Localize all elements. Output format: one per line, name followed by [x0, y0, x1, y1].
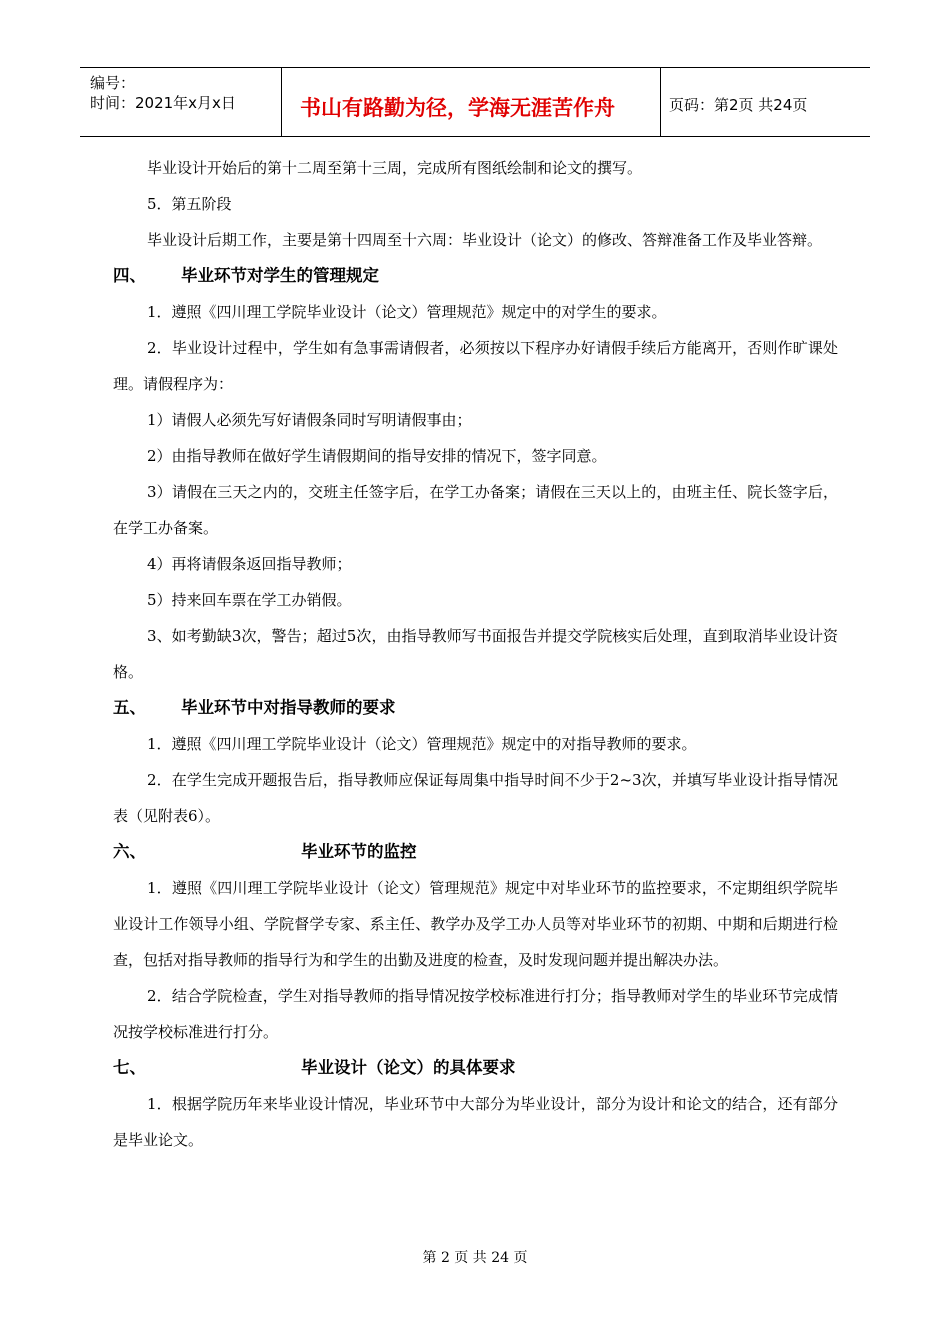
paragraph: 5）持来回车票在学工办销假。 [147, 591, 352, 609]
doc-code-label: 编号： [90, 74, 136, 92]
section-title: 毕业环节对学生的管理规定 [181, 266, 379, 285]
paragraph: 1．遵照《四川理工学院毕业设计（论文）管理规范》规定中的对指导教师的要求。 [147, 735, 697, 753]
page-footer: 第 2 页 共 24 页 [422, 1250, 528, 1266]
section-heading-7 [113, 1050, 838, 1086]
paragraph: 2）由指导教师在做好学生请假期间的指导安排的情况下，签字同意。 [147, 447, 607, 465]
paragraph: 毕业设计开始后的第十二周至第十三周，完成所有图纸绘制和论文的撰写。 [147, 159, 643, 177]
section-number: 四、 [113, 266, 146, 285]
header-motto: 书山有路勤为径，学海无涯苦作舟 [300, 96, 615, 120]
section-number: 五、 [113, 698, 146, 717]
paragraph: 2．毕业设计过程中，学生如有急事需请假者，必须按以下程序办好请假手续后方能离开，否则作旷课处理。请假程序为： [113, 339, 838, 393]
paragraph: 1）请假人必须先写好请假条同时写明请假事由； [147, 411, 472, 429]
section-title: 毕业设计（论文）的具体要求 [301, 1058, 516, 1077]
header-page-cell [661, 68, 870, 136]
document-body [113, 150, 838, 1158]
header-meta-cell [80, 68, 282, 136]
page-header [80, 67, 870, 137]
paragraph: 2．结合学院检查，学生对指导教师的指导情况按学校标准进行打分；指导教师对学生的毕业环节完成情况按学校标准进行打分。 [113, 987, 838, 1041]
section-heading-4 [113, 258, 838, 294]
header-page-info: 页码：第2页 共24页 [669, 96, 808, 114]
section-heading-6 [113, 834, 838, 870]
header-motto-cell [282, 68, 661, 136]
doc-date: 时间：2021年x月x日 [90, 94, 236, 112]
section-number: 六、 [113, 842, 146, 861]
paragraph: 1．遵照《四川理工学院毕业设计（论文）管理规范》规定中对毕业环节的监控要求，不定期组织学院毕业设计工作领导小组、学院督学专家、系主任、教学办及学工办人员等对毕业环节的初期、中期和后期进行检查，包括对指导教师的指导行为和学生的出勤及进度的检查，及时发现问题并提出解决办法。 [113, 879, 838, 969]
section-heading-5 [113, 690, 838, 726]
section-number: 七、 [113, 1058, 146, 1077]
paragraph: 5．第五阶段 [147, 195, 232, 213]
section-title: 毕业环节的监控 [301, 842, 417, 861]
paragraph: 1．遵照《四川理工学院毕业设计（论文）管理规范》规定中的对学生的要求。 [147, 303, 667, 321]
section-title: 毕业环节中对指导教师的要求 [181, 698, 396, 717]
paragraph: 毕业设计后期工作，主要是第十四周至十六周：毕业设计（论文）的修改、答辩准备工作及毕业答辩。 [147, 231, 823, 249]
paragraph: 1．根据学院历年来毕业设计情况，毕业环节中大部分为毕业设计，部分为设计和论文的结合，还有部分是毕业论文。 [113, 1095, 838, 1149]
paragraph: 3、如考勤缺3次，警告；超过5次，由指导教师写书面报告并提交学院核实后处理，直到取消毕业设计资格。 [113, 627, 838, 681]
paragraph: 4）再将请假条返回指导教师； [147, 555, 352, 573]
paragraph: 3）请假在三天之内的，交班主任签字后，在学工办备案；请假在三天以上的，由班主任、院长签字后，在学工办备案。 [113, 483, 838, 537]
paragraph: 2．在学生完成开题报告后，指导教师应保证每周集中指导时间不少于2~3次，并填写毕业设计指导情况表（见附表6）。 [113, 771, 838, 825]
